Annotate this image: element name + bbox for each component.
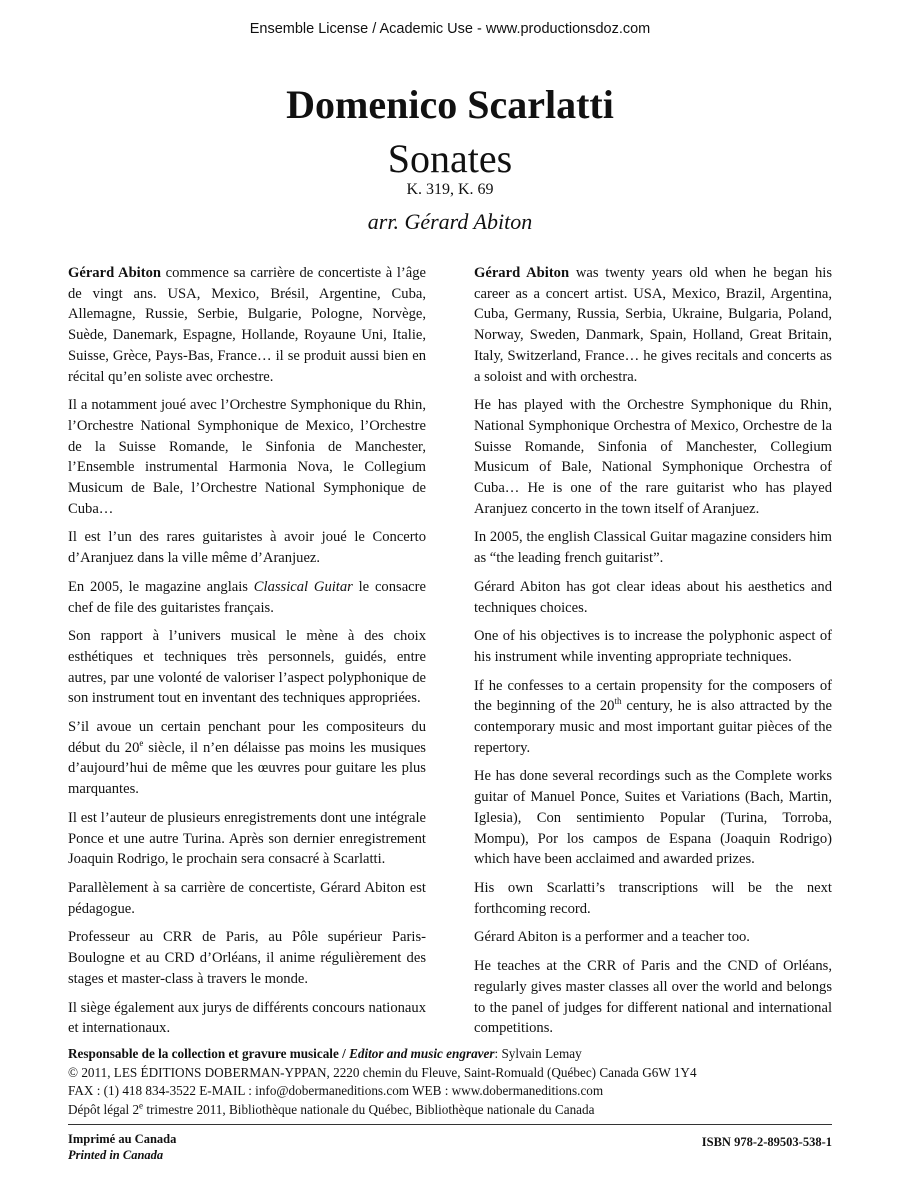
bio-paragraph: Il est l’auteur de plusieurs enregistrements dont une intégrale Ponce et une autre Turina. Après son dernier enregistrement Joaquin Rodrigo, le prochain sera consacré à Scarlatti. <box>68 809 426 868</box>
bio-paragraph: Gérard Abiton has got clear ideas about his aesthetics and techniques choices. <box>474 578 832 616</box>
arranger-credit: arr. Gérard Abiton <box>367 209 533 234</box>
bio-paragraph: Il a notamment joué avec l’Orchestre Symphonique du Rhin, l’Orchestre National Symphonique de Mexico, l’Orchestre de la Suisse Romande, le Sinfonia de Manchester, l’Ensemble instrumental Harmonia Nova, le Collegium Musicum de Bale, l’Orchestre National Symphonique de Cuba… <box>68 397 426 517</box>
bio-paragraph: In 2005, the english Classical Guitar magazine considers him as “the leading french guitarist”. <box>474 529 832 567</box>
catalog-numbers: K. 319, K. 69 <box>406 181 494 198</box>
bio-paragraph: Il siège également aux jurys de différents concours nationaux et internationaux. <box>68 999 426 1037</box>
bio-paragraph: His own Scarlatti’s transcriptions will be the next forthcoming record. <box>474 879 832 917</box>
bio-paragraph: One of his objectives is to increase the polyphonic aspect of his instrument while inventing appropriate techniques. <box>474 628 832 665</box>
bio-paragraph: Gérard Abiton commence sa carrière de concertiste à l’âge de vingt ans. USA, Mexico, Brésil, Argentine, Cuba, Allemagne, Russie, Serbie, Bulgarie, Pologne, Norvège, Suède, Danemark, Espagne, Hollande, Royaune Uni, Italie, Suisse, Grèce, Pays-Bas, France… il se produit aussi bien en récital qu’en soliste avec orchestre. <box>68 265 426 385</box>
bio-paragraph: En 2005, le magazine anglais Classical Guitar le consacre chef de file des guitaristes français. <box>68 578 426 616</box>
isbn: ISBN 978-2-89503-538-1 <box>701 1135 832 1149</box>
bio-paragraph: He teaches at the CRR of Paris and the CND of Orléans, regularly gives master classes all over the world and belongs to the panel of judges for different national and international competitions. <box>474 958 832 1037</box>
bio-paragraph: Gérard Abiton was twenty years old when he began his career as a concert artist. USA, Mexico, Brazil, Argentina, Cuba, Germany, Russia, Serbia, Ukraine, Bulgaria, Poland, Norway, Sweden, Danmark, Spain, Holland, Great Britain, Italy, Switzerland, France… he gives recitals and concerts as a soloist and with orchestra. <box>474 265 832 385</box>
license-header: Ensemble License / Academic Use - www.productionsdoz.com <box>249 21 651 37</box>
legal-deposit-line: Dépôt légal 2e trimestre 2011, Bibliothèque nationale du Québec, Bibliothèque nationale du Canada <box>68 1100 595 1117</box>
bio-paragraph: Il est l’un des rares guitaristes à avoir joué le Concerto d’Aranjuez dans la ville même d’Aranjuez. <box>68 529 426 567</box>
bio-paragraph: He has done several recordings such as the Complete works guitar of Manuel Ponce, Suites et Variations (Bach, Martin, Iglesia), Con sentimiento Popular (Turina, Torroba, Mompu), Por los campos de Espana (Joaquin Rodrigo) which have been acclaimed and awarded prizes. <box>474 768 832 868</box>
printed-in: Imprimé au Canada Printed in Canada <box>68 1132 177 1162</box>
editor-credit: Responsable de la collection et gravure musicale / Editor and music engraver: Sylvain Lemay <box>68 1046 582 1061</box>
bio-paragraph: If he confesses to a certain propensity for the composers of the beginning of the 20th century, he is also attracted by the contemporary music and most important guitar pièces of the repertory. <box>474 677 833 756</box>
bio-paragraph: S’il avoue un certain penchant pour les compositeurs du début du 20e siècle, il n’en délaisse pas moins les musiques d’aujourd’hui de même que les œuvres pour guitare les plus marquantes. <box>68 719 426 798</box>
artist-name: Gérard Abiton <box>474 265 570 281</box>
footer-divider <box>68 1124 832 1125</box>
piece-title: Sonates <box>387 136 513 181</box>
bio-paragraph: Gérard Abiton is a performer and a teacher too. <box>474 929 750 946</box>
bio-paragraph: Son rapport à l’univers musical le mène à des choix esthétiques et techniques très personnels, guidés, entre autres, par une volonté de valoriser l’aspect polyphonique de son instrument tout en inventant des techniques appropriées. <box>68 628 426 707</box>
bio-paragraph: Professeur au CRR de Paris, au Pôle supérieur Paris-Boulogne et au CRD d’Orléans, il anime régulièrement des stages et master-class à travers le monde. <box>68 929 426 987</box>
french-biography <box>68 263 426 1047</box>
english-biography <box>474 263 832 1047</box>
composer-name: Domenico Scarlatti <box>286 82 614 127</box>
copyright-line: © 2011, LES ÉDITIONS DOBERMAN-YPPAN, 2220 chemin du Fleuve, Saint-Romuald (Québec) Canada G6W 1Y4 <box>68 1064 697 1080</box>
contact-line: FAX : (1) 418 834-3522 E-MAIL : info@dobermaneditions.com WEB : www.dobermaneditions.com <box>68 1083 604 1098</box>
publisher-footer <box>68 1045 838 1119</box>
magazine-name: Classical Guitar <box>253 578 353 595</box>
bio-paragraph: He has played with the Orchestre Symphonique du Rhin, National Symphonique Orchestra of Mexico, Orchestre de la Suisse Romande, Sinfonia of Manchester, Collegium Musicum of Bale, National Symphonique Orchestra of Cuba… He is one of the rare guitarist who has played Aranjuez concerto in the town itself of Aranjuez. <box>474 397 832 517</box>
bio-paragraph: Parallèlement à sa carrière de concertiste, Gérard Abiton est pédagogue. <box>68 879 426 917</box>
artist-name: Gérard Abiton <box>68 265 162 281</box>
